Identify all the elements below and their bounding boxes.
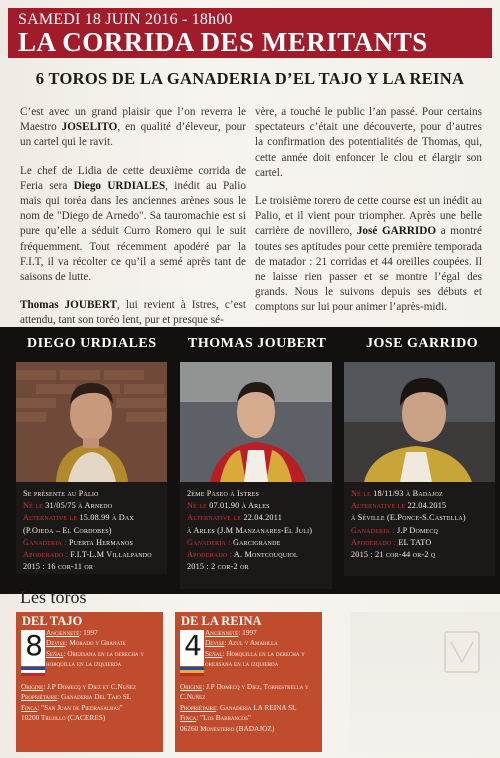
blank-margin (350, 612, 500, 752)
paragraph: vère, a touché le public l’an passé. Pour certains spectateurs c’était une découverte, pour d’autres la confirmation des potentialités de Thomas, qui, cette année doit enfoncer le clou et élargir son cartel. (255, 106, 482, 179)
divisa-flag (21, 667, 45, 676)
torero-info: 2ème Paseo à Istres Né le 07.01.90 à Arles Alternative le 22.04.2011 à Arles (J.M Manzanares-El Juli) Ganaderia : Garcigrande Apoderado : A. Montcouquiol 2015 : 2 cor-2 or (187, 489, 313, 572)
torero-name: THOMAS JOUBERT (188, 336, 327, 351)
toro-card (16, 612, 163, 752)
torero-photo (180, 362, 332, 482)
paragraph: C’est avec un grand plaisir que l’on reverra le Maestro JOSELITO, en qualité d’éleveur, pour un cartel qui le ravit. (20, 106, 246, 149)
event-header (8, 8, 492, 58)
torero-name: DIEGO URDIALES (27, 336, 157, 351)
paragraph: Le chef de Lidia de cette deuxième corrida de Feria sera Diego URDIALES, inédit au Palio mais qui toréa dans les anciennes arènes sous le nom de "Diego de Arnedo". Sa tauromachie est si pure qu’elle a séduit Curro Romero qui le suit fréquemment. Tout récemment apodéré par la F.I.T, il va récolter ce qu’il a semé après tant de saisons de lutte. (20, 164, 246, 284)
torero-card (344, 362, 495, 576)
toro-card (175, 612, 322, 752)
brand-number-box: 8 (21, 630, 45, 666)
paragraph: Thomas JOUBERT, lui revient à Istres, c’est attendu, tant son toréo lent, pur et presque sé- (20, 299, 246, 327)
torero-photo (16, 362, 167, 482)
toro-details: Ancienneté: 1997 Devise: Azul y Amarilla Señal: Horquilla en la derecha y orejisana en la izquierda (205, 628, 305, 669)
toros-heading: Les toros (20, 587, 87, 607)
torero-photo (344, 362, 495, 482)
article-column-right (255, 105, 482, 329)
article-column-left (20, 105, 246, 342)
event-date: SAMEDI 18 JUIN 2016 - 18h00 (18, 11, 233, 28)
brand-number-box: 4 (180, 630, 204, 666)
toro-details-more: Origine: J.P Domecq y Diez et C.Nuñez Propriétaire: Ganaderia Del Tajo SL Finca: "San Juan de Piedrasalbas" 10200 Trujillo (CACERES) (21, 682, 137, 723)
torero-card (16, 362, 167, 574)
torero-info: Se présente au Palio Né le 31/05/75 à Arnedo Alternative le 15.08.99 à Dax (P.Ojeda – El Cordobes) Ganaderia : Puerta Hermanos Apoderado : F.I.T-L.M Villalpando 2015 : 16 cor-11 or (23, 489, 152, 572)
paragraph: Le troisième torero de cette course est un inédit au Palio, et il vient pour triompher. Après une belle carrière de novillero, José GARRIDO a montré toutes ses aptitudes pour cette première temporada de matador : 21 corridas et 44 oreilles coupées. Il ne laisse rien passer et se montre l’égal des grands. Nous le suivons depuis ses débuts et comptons sur lui pour animer l’après-midi. (255, 195, 482, 314)
toro-details: Ancienneté: 1997 Devise: Morado y Granate Señal: Orejisana en la derecha y horquilla en la izquierda (46, 628, 144, 669)
divisa-flag (180, 667, 204, 676)
ganaderia-heading: 6 TOROS DE LA GANADERIA D’EL TAJO Y LA REINA (35, 69, 465, 88)
torero-name: JOSE GARRIDO (366, 336, 479, 351)
event-title: LA CORRIDA DES MERITANTS (18, 27, 428, 57)
ganaderia-name: DEL TAJO (22, 614, 83, 628)
torero-card (180, 362, 332, 589)
ganaderia-name: DE LA REINA (181, 614, 262, 628)
toro-details-more: Origine: J.P Domecq y Diez, Torrestrella y C.Nuñez Propriétaire: Ganaderia LA REINA SL Finca: "Los Barrancos" 06260 Monesterio (BADAJOZ) (180, 682, 309, 733)
torero-info: Né le 18/11/93 à Badajoz Alternative le 22.04.2015 à Séville (E.Ponce-S.Castella) Ganaderia : J.P Domecq Apoderado : EL TATO 2015 : 21 cor-44 or-2 q (351, 489, 466, 560)
